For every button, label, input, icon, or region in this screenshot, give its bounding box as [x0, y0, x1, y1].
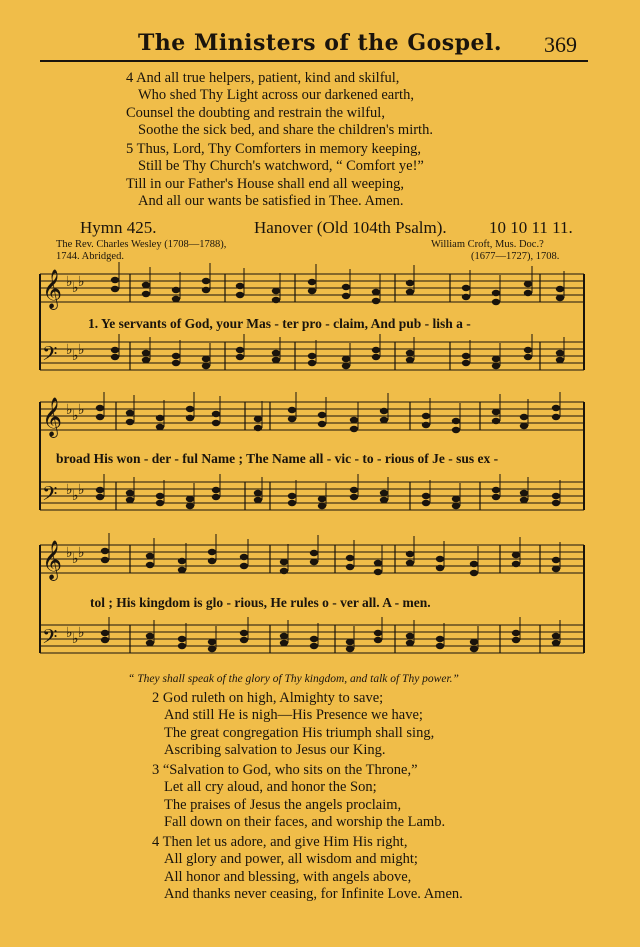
flat-sign: ♭ — [78, 545, 85, 561]
flat-sign: ♭ — [78, 402, 85, 418]
note-head — [350, 494, 358, 500]
note-head — [372, 354, 380, 360]
note-head — [310, 559, 318, 565]
flat-sign: ♭ — [72, 551, 79, 567]
note-head — [254, 416, 262, 422]
note-head — [240, 630, 248, 636]
verse-4-top — [126, 70, 433, 139]
note-head — [186, 503, 194, 509]
note-head — [492, 299, 500, 305]
note-head — [186, 415, 194, 421]
note-head — [202, 356, 210, 362]
flat-sign: ♭ — [78, 482, 85, 498]
note-head — [178, 558, 186, 564]
flat-sign: ♭ — [72, 408, 79, 424]
note-head — [512, 630, 520, 636]
verse-5-top — [126, 141, 424, 210]
note-head — [492, 363, 500, 369]
note-head — [236, 283, 244, 289]
note-head — [142, 350, 150, 356]
note-head — [212, 494, 220, 500]
note-head — [346, 564, 354, 570]
author-line-1: The Rev. Charles Wesley (1708—1788), — [56, 239, 227, 250]
note-head — [280, 633, 288, 639]
note-head — [280, 559, 288, 565]
verse-line: Who shed Thy Light across our darkened earth, — [138, 87, 414, 104]
verse-line: 5 Thus, Lord, Thy Comforters in memory keeping, — [126, 141, 422, 157]
note-head — [142, 291, 150, 297]
verse-line: 2 God ruleth on high, Almighty to save; — [152, 690, 384, 706]
note-head — [374, 569, 382, 575]
verse-line: 4 Then let us adore, and give Him His right, — [152, 834, 408, 850]
page-title: The Ministers of the Gospel. — [137, 30, 503, 56]
note-head — [212, 411, 220, 417]
verse-line: 4 And all true helpers, patient, kind and skilful, — [126, 70, 400, 86]
verse-line: Counsel the doubting and restrain the wilful, — [126, 104, 385, 121]
note-head — [186, 496, 194, 502]
flat-sign: ♭ — [72, 488, 79, 504]
note-head — [308, 353, 316, 359]
note-head — [288, 500, 296, 506]
note-head — [524, 347, 532, 353]
note-head — [146, 633, 154, 639]
note-head — [350, 487, 358, 493]
verse-line: Soothe the sick bed, and share the children's mirth. — [138, 121, 433, 138]
note-head — [470, 570, 478, 576]
note-head — [342, 293, 350, 299]
note-head — [146, 640, 154, 646]
note-head — [462, 285, 470, 291]
note-head — [208, 558, 216, 564]
verse-line: 3 “Salvation to God, who sits on the Throne,” — [152, 762, 418, 778]
note-head — [96, 487, 104, 493]
verse-line: And all our wants be satisfied in Thee. Amen. — [138, 192, 404, 209]
note-head — [208, 646, 216, 652]
note-head — [524, 354, 532, 360]
scripture-quote: “ They shall speak of the glory of Thy kingdom, and talk of Thy power.” — [128, 673, 459, 685]
note-head — [288, 416, 296, 422]
header-rule — [40, 60, 588, 62]
note-head — [288, 407, 296, 413]
note-head — [406, 350, 414, 356]
treble-clef: 𝄞 — [42, 269, 63, 309]
note-head — [126, 497, 134, 503]
note-head — [111, 286, 119, 292]
note-head — [318, 496, 326, 502]
note-head — [318, 412, 326, 418]
note-head — [422, 493, 430, 499]
note-head — [462, 353, 470, 359]
note-head — [146, 553, 154, 559]
verse-line: Still be Thy Church's watchword, “ Comfort ye!” — [138, 158, 424, 175]
note-head — [512, 561, 520, 567]
note-head — [436, 643, 444, 649]
note-head — [406, 640, 414, 646]
note-head — [374, 637, 382, 643]
note-head — [236, 292, 244, 298]
note-head — [142, 282, 150, 288]
note-head — [436, 636, 444, 642]
note-head — [492, 409, 500, 415]
note-head — [436, 556, 444, 562]
note-head — [254, 425, 262, 431]
note-head — [552, 640, 560, 646]
note-head — [212, 487, 220, 493]
note-head — [492, 356, 500, 362]
note-head — [406, 551, 414, 557]
verse-line: The great congregation His triumph shall sing, — [164, 724, 435, 741]
note-head — [202, 287, 210, 293]
note-head — [172, 360, 180, 366]
note-head — [101, 557, 109, 563]
treble-clef: 𝄞 — [42, 397, 63, 437]
note-head — [101, 548, 109, 554]
note-head — [178, 567, 186, 573]
bass-clef: 𝄢 — [42, 342, 58, 370]
note-head — [111, 277, 119, 283]
note-head — [310, 636, 318, 642]
note-head — [406, 633, 414, 639]
verse-line: Fall down on their faces, and worship the Lamb. — [164, 813, 446, 830]
note-head — [346, 555, 354, 561]
note-head — [178, 643, 186, 649]
note-head — [202, 278, 210, 284]
flat-sign: ♭ — [66, 625, 73, 641]
hymn-meter: 10 10 11 11. — [489, 218, 573, 237]
note-head — [272, 350, 280, 356]
note-head — [422, 500, 430, 506]
note-head — [272, 288, 280, 294]
note-head — [186, 406, 194, 412]
note-head — [372, 289, 380, 295]
note-head — [212, 420, 220, 426]
flat-sign: ♭ — [66, 545, 73, 561]
note-head — [462, 294, 470, 300]
note-head — [470, 639, 478, 645]
flat-sign: ♭ — [72, 280, 79, 296]
note-head — [556, 286, 564, 292]
hymn-tune: Hanover (Old 104th Psalm). — [254, 218, 447, 237]
verse-3 — [152, 762, 445, 831]
note-head — [342, 356, 350, 362]
note-head — [240, 563, 248, 569]
note-head — [318, 421, 326, 427]
flat-sign: ♭ — [66, 274, 73, 290]
note-head — [342, 284, 350, 290]
note-head — [156, 493, 164, 499]
note-head — [254, 490, 262, 496]
note-head — [342, 363, 350, 369]
note-head — [556, 350, 564, 356]
lyrics-line-3: tol ; His kingdom is glo - rious, He rules o - ver all. A - men. — [90, 595, 431, 610]
note-head — [372, 298, 380, 304]
note-head — [462, 360, 470, 366]
note-head — [422, 413, 430, 419]
note-head — [178, 636, 186, 642]
note-head — [202, 363, 210, 369]
verse-line: All glory and power, all wisdom and might; — [164, 851, 418, 868]
note-head — [236, 347, 244, 353]
flat-sign: ♭ — [72, 348, 79, 364]
note-head — [406, 289, 414, 295]
verse-line: All honor and blessing, with angels above, — [164, 868, 412, 885]
note-head — [372, 347, 380, 353]
note-head — [346, 646, 354, 652]
verse-line: Ascribing salvation to Jesus our King. — [164, 741, 386, 758]
note-head — [172, 287, 180, 293]
note-head — [374, 560, 382, 566]
note-head — [272, 297, 280, 303]
flat-sign: ♭ — [72, 631, 79, 647]
verse-line: And thanks never ceasing, for Infinite Love. Amen. — [164, 885, 463, 902]
note-head — [272, 357, 280, 363]
note-head — [552, 633, 560, 639]
note-head — [96, 405, 104, 411]
flat-sign: ♭ — [78, 274, 85, 290]
note-head — [452, 496, 460, 502]
note-head — [156, 424, 164, 430]
note-head — [556, 357, 564, 363]
note-head — [374, 630, 382, 636]
note-head — [96, 414, 104, 420]
note-head — [288, 493, 296, 499]
note-head — [556, 295, 564, 301]
note-head — [240, 554, 248, 560]
note-head — [310, 550, 318, 556]
note-head — [406, 560, 414, 566]
note-head — [310, 643, 318, 649]
note-head — [380, 417, 388, 423]
note-head — [126, 410, 134, 416]
note-head — [156, 415, 164, 421]
note-head — [520, 490, 528, 496]
note-head — [111, 354, 119, 360]
note-head — [380, 497, 388, 503]
note-head — [452, 503, 460, 509]
composer-line-1: William Croft, Mus. Doc.? — [431, 239, 544, 250]
lyrics-line-1: 1. Ye servants of God, your Mas - ter pro - claim, And pub - lish a - — [88, 316, 471, 331]
note-head — [126, 419, 134, 425]
treble-clef: 𝄞 — [42, 540, 63, 580]
note-head — [346, 639, 354, 645]
note-head — [254, 497, 262, 503]
note-head — [126, 490, 134, 496]
note-head — [350, 426, 358, 432]
bass-clef: 𝄢 — [42, 625, 58, 653]
note-head — [350, 417, 358, 423]
note-head — [308, 288, 316, 294]
note-head — [280, 640, 288, 646]
note-head — [552, 557, 560, 563]
note-head — [236, 354, 244, 360]
note-head — [512, 552, 520, 558]
note-head — [552, 405, 560, 411]
note-head — [172, 296, 180, 302]
note-head — [208, 549, 216, 555]
note-head — [492, 290, 500, 296]
note-head — [552, 414, 560, 420]
note-head — [452, 427, 460, 433]
note-head — [552, 500, 560, 506]
page-number: 369 — [544, 32, 577, 57]
note-head — [492, 494, 500, 500]
verse-line: Let all cry aloud, and honor the Son; — [164, 779, 377, 796]
note-head — [146, 562, 154, 568]
note-head — [492, 418, 500, 424]
bass-clef: 𝄢 — [42, 482, 58, 510]
note-head — [280, 568, 288, 574]
verse-line: Till in our Father's House shall end all weeping, — [126, 175, 404, 192]
author-line-2: 1744. Abridged. — [56, 251, 124, 262]
note-head — [524, 281, 532, 287]
flat-sign: ♭ — [66, 402, 73, 418]
note-head — [406, 357, 414, 363]
note-head — [520, 414, 528, 420]
note-head — [156, 500, 164, 506]
note-head — [96, 494, 104, 500]
hymn-number: Hymn 425. — [80, 218, 157, 237]
flat-sign: ♭ — [66, 482, 73, 498]
note-head — [452, 418, 460, 424]
note-head — [524, 290, 532, 296]
note-head — [520, 497, 528, 503]
note-head — [470, 561, 478, 567]
flat-sign: ♭ — [78, 342, 85, 358]
note-head — [308, 360, 316, 366]
composer-line-2: (1677—1727), 1708. — [471, 251, 560, 262]
note-head — [101, 637, 109, 643]
note-head — [422, 422, 430, 428]
note-head — [142, 357, 150, 363]
note-head — [111, 347, 119, 353]
lyrics-line-2: broad His won - der - ful Name ; The Name all - vic - to - rious of Je - sus ex - — [56, 451, 499, 466]
verse-4-bottom — [152, 834, 463, 903]
note-head — [380, 408, 388, 414]
note-head — [318, 503, 326, 509]
note-head — [308, 279, 316, 285]
note-head — [470, 646, 478, 652]
note-head — [208, 639, 216, 645]
note-head — [101, 630, 109, 636]
flat-sign: ♭ — [66, 342, 73, 358]
note-head — [172, 353, 180, 359]
note-head — [492, 487, 500, 493]
note-head — [552, 566, 560, 572]
note-head — [552, 493, 560, 499]
note-head — [512, 637, 520, 643]
verse-2 — [152, 690, 434, 759]
note-head — [240, 637, 248, 643]
note-head — [436, 565, 444, 571]
note-head — [406, 280, 414, 286]
verse-line: The praises of Jesus the angels proclaim, — [164, 796, 402, 813]
note-head — [520, 423, 528, 429]
note-head — [380, 490, 388, 496]
verse-line: And still He is nigh—His Presence we have; — [164, 707, 423, 724]
flat-sign: ♭ — [78, 625, 85, 641]
